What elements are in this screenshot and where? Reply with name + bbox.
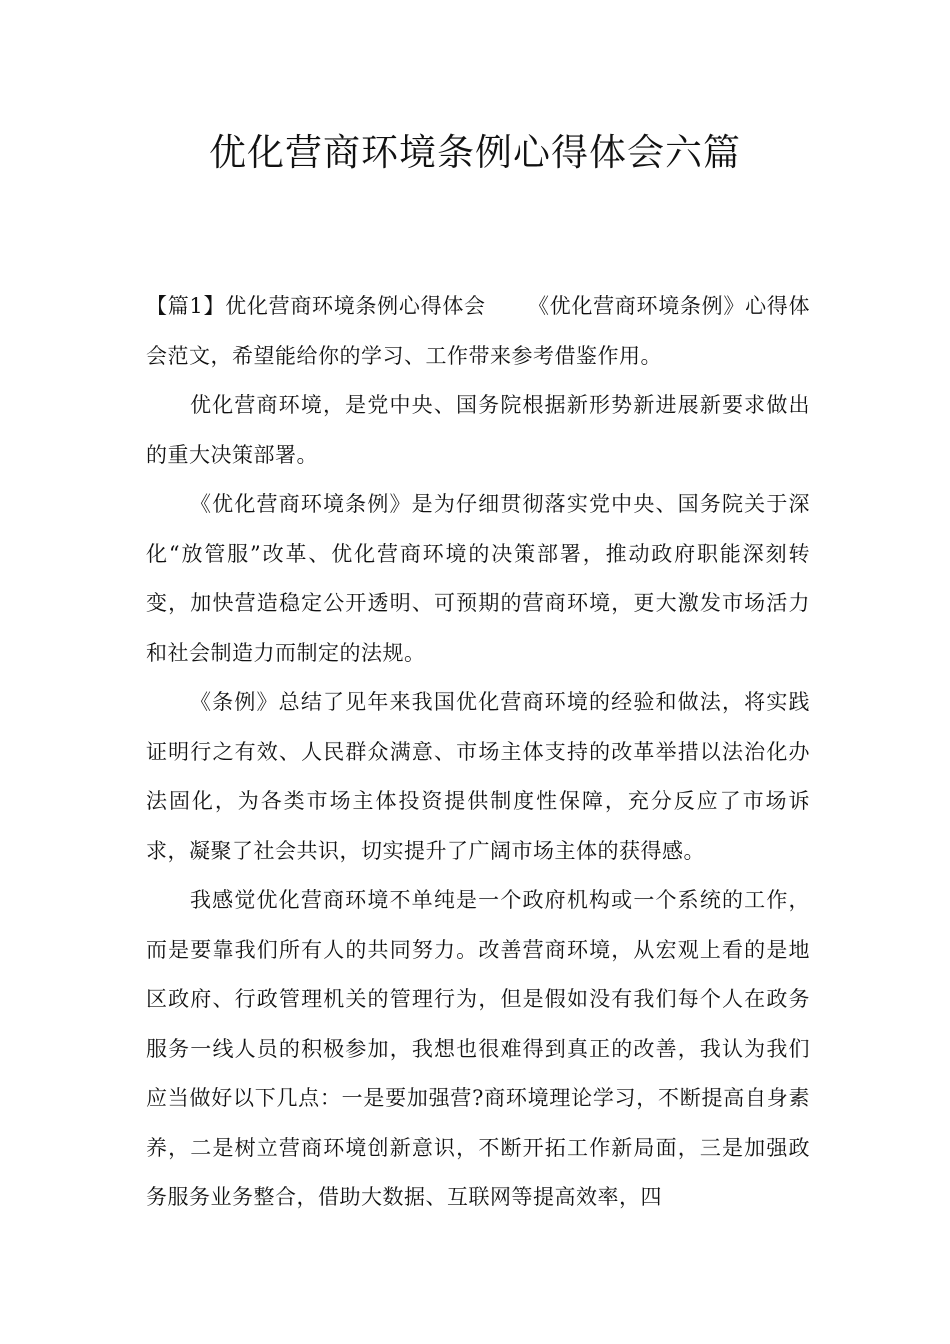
paragraph: 《优化营商环境条例》是为仔细贯彻落实党中央、国务院关于深化“放管服”改革、优化营商环境的决策部署，推动政府职能深刻转变，加快营造稳定公开透明、可预期的营商环境，更大激发市场活力和社会制造力而制定的法规。 bbox=[146, 492, 810, 665]
paragraph: 《条例》总结了见年来我国优化营商环境的经验和做法，将实践证明行之有效、人民群众满意、市场主体支持的改革举措以法治化办法固化，为各类市场主体投资提供制度性保障，充分反应了市场诉求，凝聚了社会共识，切实提升了广阔市场主体的获得感。 bbox=[146, 690, 810, 863]
paragraph: 优化营商环境，是党中央、国务院根据新形势新进展新要求做出的重大决策部署。 bbox=[146, 393, 810, 467]
intro-text: 《优化营商环境条例》心得体会范文，希望能给你的学习、工作带来参考借鉴作用。 bbox=[146, 294, 810, 368]
section-heading: 【篇1】优化营商环境条例心得体会 bbox=[146, 294, 486, 318]
document-body bbox=[146, 282, 810, 1223]
document-title: 优化营商环境条例心得体会六篇 bbox=[209, 131, 741, 174]
paragraph-intro bbox=[146, 282, 810, 381]
paragraph: 我感觉优化营商环境不单纯是一个政府机构或一个系统的工作，而是要靠我们所有人的共同努力。改善营商环境，从宏观上看的是地区政府、行政管理机关的管理行为，但是假如没有我们每个人在政务服务一线人员的积极参加，我想也很难得到真正的改善，我认为我们应当做好以下几点：一是要加强营?商环境理论学习，不断提高自身素养，二是树立营商环境创新意识，不断开拓工作新局面，三是加强政务服务业务整合，借助大数据、互联网等提高效率，四 bbox=[146, 888, 810, 1209]
